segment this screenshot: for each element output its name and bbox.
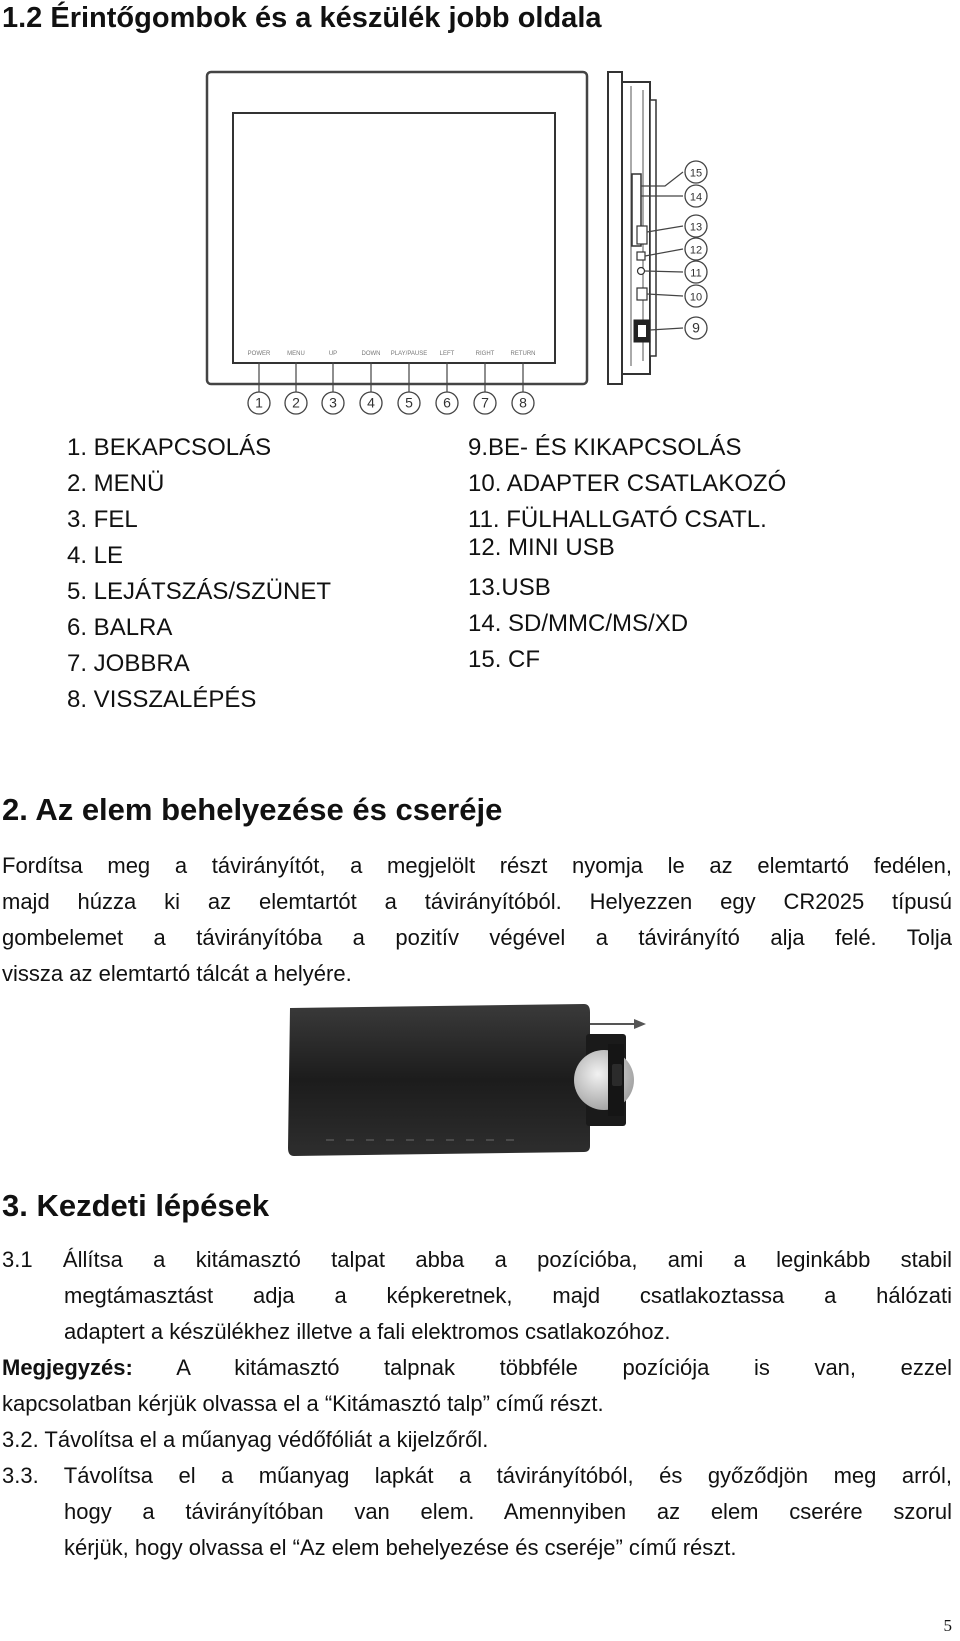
paragraph-line: gombelemet a távirányítóba a pozitív végével a távirányító alja felé. Tolja [2, 925, 952, 950]
list-item: 15. CF [468, 646, 541, 673]
front-button-label: MENU [287, 351, 305, 357]
device-diagram [195, 66, 765, 440]
list-item: 8. VISSZALÉPÉS [67, 686, 257, 713]
arrow-head [634, 1019, 646, 1029]
callout-number [285, 392, 307, 414]
callout-number [512, 392, 534, 414]
remote-battery-photo [286, 1000, 666, 1160]
list-item: 6. BALRA [67, 614, 173, 641]
svg-text:3: 3 [329, 394, 337, 411]
front-button-labels [248, 351, 536, 357]
paragraph-line: majd húzza ki az elemtartót a távirányítóból. Helyezzen egy CR2025 típusú [2, 889, 952, 914]
svg-text:5: 5 [405, 394, 413, 411]
callout-number [398, 392, 420, 414]
list-item: 13.USB [468, 574, 551, 601]
svg-text:4: 4 [367, 394, 375, 411]
side-callouts [685, 161, 707, 339]
callout-number [322, 392, 344, 414]
item-3-3-line: kérjük, hogy olvassa el “Az elem behelyezése és cseréje” című részt. [64, 1535, 737, 1560]
svg-text:12: 12 [689, 244, 703, 257]
callout-number [685, 215, 707, 237]
svg-text:10: 10 [689, 291, 703, 304]
callout-number [685, 238, 707, 260]
callout-number [685, 285, 707, 307]
section2-paragraph [2, 848, 952, 992]
page-number: 5 [943, 1616, 952, 1635]
callout-number [685, 185, 707, 207]
item-3-2-line: 3.2. Távolítsa el a műanyag védőfóliát a kijelzőről. [2, 1427, 489, 1452]
note-text: A kitámasztó talpnak többféle pozíciója is van, ezzel [132, 1355, 952, 1380]
callout-number [474, 392, 496, 414]
list-item: 9.BE- ÉS KIKAPCSOLÁS [468, 434, 742, 461]
item-3-1-line: 3.1 Állítsa a kitámasztó talpat abba a pozícióba, ami a leginkább stabil [2, 1247, 952, 1272]
callout-number [685, 161, 707, 183]
section-title-1-2: 1.2 Érintőgombok és a készülék jobb oldala [2, 2, 602, 34]
paragraph-line: vissza az elemtartó tálcát a helyére. [2, 961, 352, 986]
front-button-label: RIGHT [475, 351, 495, 357]
item-3-3-line: hogy a távirányítóban van elem. Amennyiben az elem cserére szorul [64, 1499, 952, 1524]
list-item: 4. LE [67, 542, 124, 569]
svg-text:2: 2 [292, 394, 300, 411]
front-button-label: LEFT [439, 351, 455, 357]
screen-outline [233, 113, 555, 363]
callout-number [360, 392, 382, 414]
list-item: 2. MENÜ [67, 470, 165, 497]
list-item: 7. JOBBRA [67, 650, 190, 677]
paragraph-line: Fordítsa meg a távirányítót, a megjelölt részt nyomja le az elemtartó fedélen, [2, 853, 952, 878]
callout-number [685, 261, 707, 283]
list-item: 10. ADAPTER CSATLAKOZÓ [468, 470, 787, 497]
callout-number [436, 392, 458, 414]
section-title-3: 3. Kezdeti lépések [2, 1188, 270, 1223]
svg-text:8: 8 [519, 394, 527, 411]
svg-text:11: 11 [690, 267, 702, 280]
remote-body [288, 1004, 590, 1156]
list-item: 3. FEL [67, 506, 138, 533]
callout-number [248, 392, 270, 414]
svg-text:1: 1 [255, 394, 263, 411]
list-item: 12. MINI USB [468, 534, 615, 561]
svg-text:14: 14 [689, 191, 703, 204]
callout-number [685, 317, 707, 339]
list-item: 14. SD/MMC/MS/XD [468, 610, 689, 637]
note-label: Megjegyzés: [2, 1355, 133, 1380]
right-list [468, 430, 786, 678]
front-button-label: UP [328, 351, 338, 357]
front-button-label: RETURN [510, 351, 536, 357]
svg-text:15: 15 [689, 167, 703, 180]
list-item: 5. LEJÁTSZÁS/SZÜNET [67, 578, 332, 605]
section-title-2: 2. Az elem behelyezése és cseréje [2, 792, 503, 827]
svg-text:6: 6 [443, 394, 451, 411]
left-list [67, 430, 331, 718]
svg-text:9: 9 [692, 319, 700, 336]
front-button-label: DOWN [361, 351, 381, 357]
list-item: 11. FÜLHALLGATÓ CSATL. [468, 506, 767, 533]
note-line: kapcsolatban kérjük olvassa el a “Kitámasztó talp” című részt. [2, 1391, 604, 1416]
front-button-label: PLAY/PAUSE [390, 351, 428, 357]
item-3-1-line: megtámasztást adja a képkeretnek, majd csatlakoztassa a hálózati [64, 1283, 952, 1308]
list-item: 1. BEKAPCSOLÁS [67, 434, 272, 461]
front-button-label: POWER [247, 351, 271, 357]
note-line [2, 1350, 952, 1386]
side-view-outline [608, 72, 656, 384]
coin-battery [574, 1050, 634, 1110]
svg-text:7: 7 [481, 394, 489, 411]
item-3-3-line: 3.3. Távolítsa el a műanyag lapkát a távirányítóból, és győződjön meg arról, [2, 1463, 952, 1488]
svg-text:13: 13 [689, 221, 703, 234]
item-3-1-line: adaptert a készülékhez illetve a fali elektromos csatlakozóhoz. [64, 1319, 671, 1344]
section3-content [2, 1242, 952, 1566]
